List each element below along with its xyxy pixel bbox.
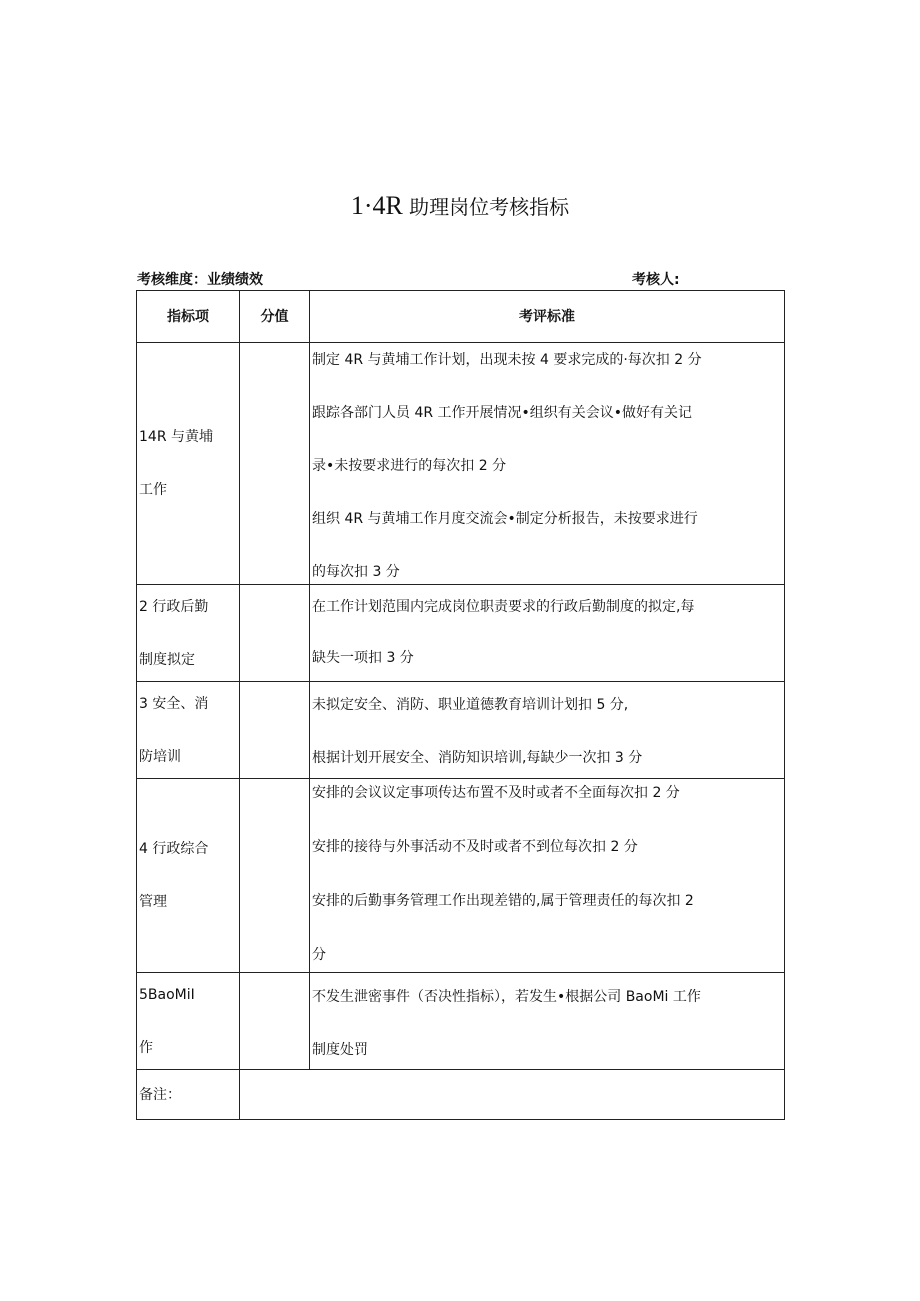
criteria-line: 制度处罚 — [312, 1042, 368, 1058]
table-row — [137, 585, 785, 682]
criteria-line: 安排的接待与外事活动不及时或者不到位每次扣 2 分 — [312, 839, 638, 855]
score-cell — [240, 779, 310, 973]
criteria-line: 在工作计划范围内完成岗位职责要求的行政后勤制度的拟定,每 — [312, 599, 695, 615]
criteria-cell — [310, 779, 785, 973]
item-line: 14R 与黄埔 — [139, 429, 213, 445]
item-line: 管理 — [139, 894, 167, 910]
criteria-line: 跟踪各部门人员 4R 工作开展情况•组织有关会议•做好有关记 — [312, 405, 693, 421]
criteria-line: 制定 4R 与黄埔工作计划，出现未按 4 要求完成的·每次扣 2 分 — [312, 352, 702, 368]
title-number: 1·4R — [350, 191, 403, 220]
table-row — [137, 973, 785, 1070]
item-cell — [137, 343, 240, 585]
assessor-label: 考核人: — [632, 272, 680, 288]
dimension-label: 考核维度：业绩绩效 — [137, 272, 263, 288]
item-cell — [137, 682, 240, 779]
title-text: 助理岗位考核指标 — [402, 195, 570, 219]
criteria-line: 安排的后勤事务管理工作出现差错的,属于管理责任的每次扣 2 — [312, 893, 694, 909]
remark-content[interactable] — [240, 1070, 785, 1120]
header-score: 分值 — [240, 291, 310, 343]
criteria-cell — [310, 682, 785, 779]
table-row — [137, 682, 785, 779]
criteria-line: 的每次扣 3 分 — [312, 564, 400, 580]
remark-row — [137, 1070, 785, 1120]
item-line: 2 行政后勤 — [139, 598, 209, 615]
table-header-row — [137, 291, 785, 343]
criteria-cell — [310, 973, 785, 1070]
criteria-line: 安排的会议议定事项传达布置不及时或者不全面每次扣 2 分 — [312, 785, 680, 801]
assessment-table — [136, 290, 785, 1120]
score-cell — [240, 973, 310, 1070]
page-title — [0, 192, 920, 221]
table-row — [137, 779, 785, 973]
score-cell — [240, 682, 310, 779]
criteria-line: 不发生泄密事件（否决性指标），若发生•根据公司 BaoMi 工作 — [312, 989, 701, 1005]
criteria-cell — [310, 343, 785, 585]
item-cell — [137, 973, 240, 1070]
header-criteria: 考评标准 — [310, 291, 785, 343]
item-line: 防培训 — [139, 748, 181, 765]
item-cell — [137, 779, 240, 973]
header-item: 指标项 — [137, 291, 240, 343]
criteria-line: 组织 4R 与黄埔工作月度交流会•制定分析报告，未按要求进行 — [312, 511, 698, 527]
item-line: 4 行政综合 — [139, 841, 209, 857]
criteria-line: 缺失一项扣 3 分 — [312, 650, 414, 666]
item-line: 制度拟定 — [139, 651, 195, 668]
table-row — [137, 343, 785, 585]
criteria-line: 分 — [312, 947, 326, 963]
score-cell — [240, 343, 310, 585]
criteria-line: 录•未按要求进行的每次扣 2 分 — [312, 458, 507, 474]
remark-label: 备注： — [137, 1070, 240, 1120]
item-line: 5BaoMiI — [139, 986, 195, 1003]
item-line: 3 安全、消 — [139, 695, 209, 712]
criteria-line: 未拟定安全、消防、职业道德教育培训计划扣 5 分, — [312, 697, 629, 713]
item-line: 作 — [139, 1039, 153, 1056]
score-cell — [240, 585, 310, 682]
item-line: 工作 — [139, 482, 167, 498]
item-cell — [137, 585, 240, 682]
criteria-line: 根据计划开展安全、消防知识培训,每缺少一次扣 3 分 — [312, 750, 643, 766]
criteria-cell — [310, 585, 785, 682]
